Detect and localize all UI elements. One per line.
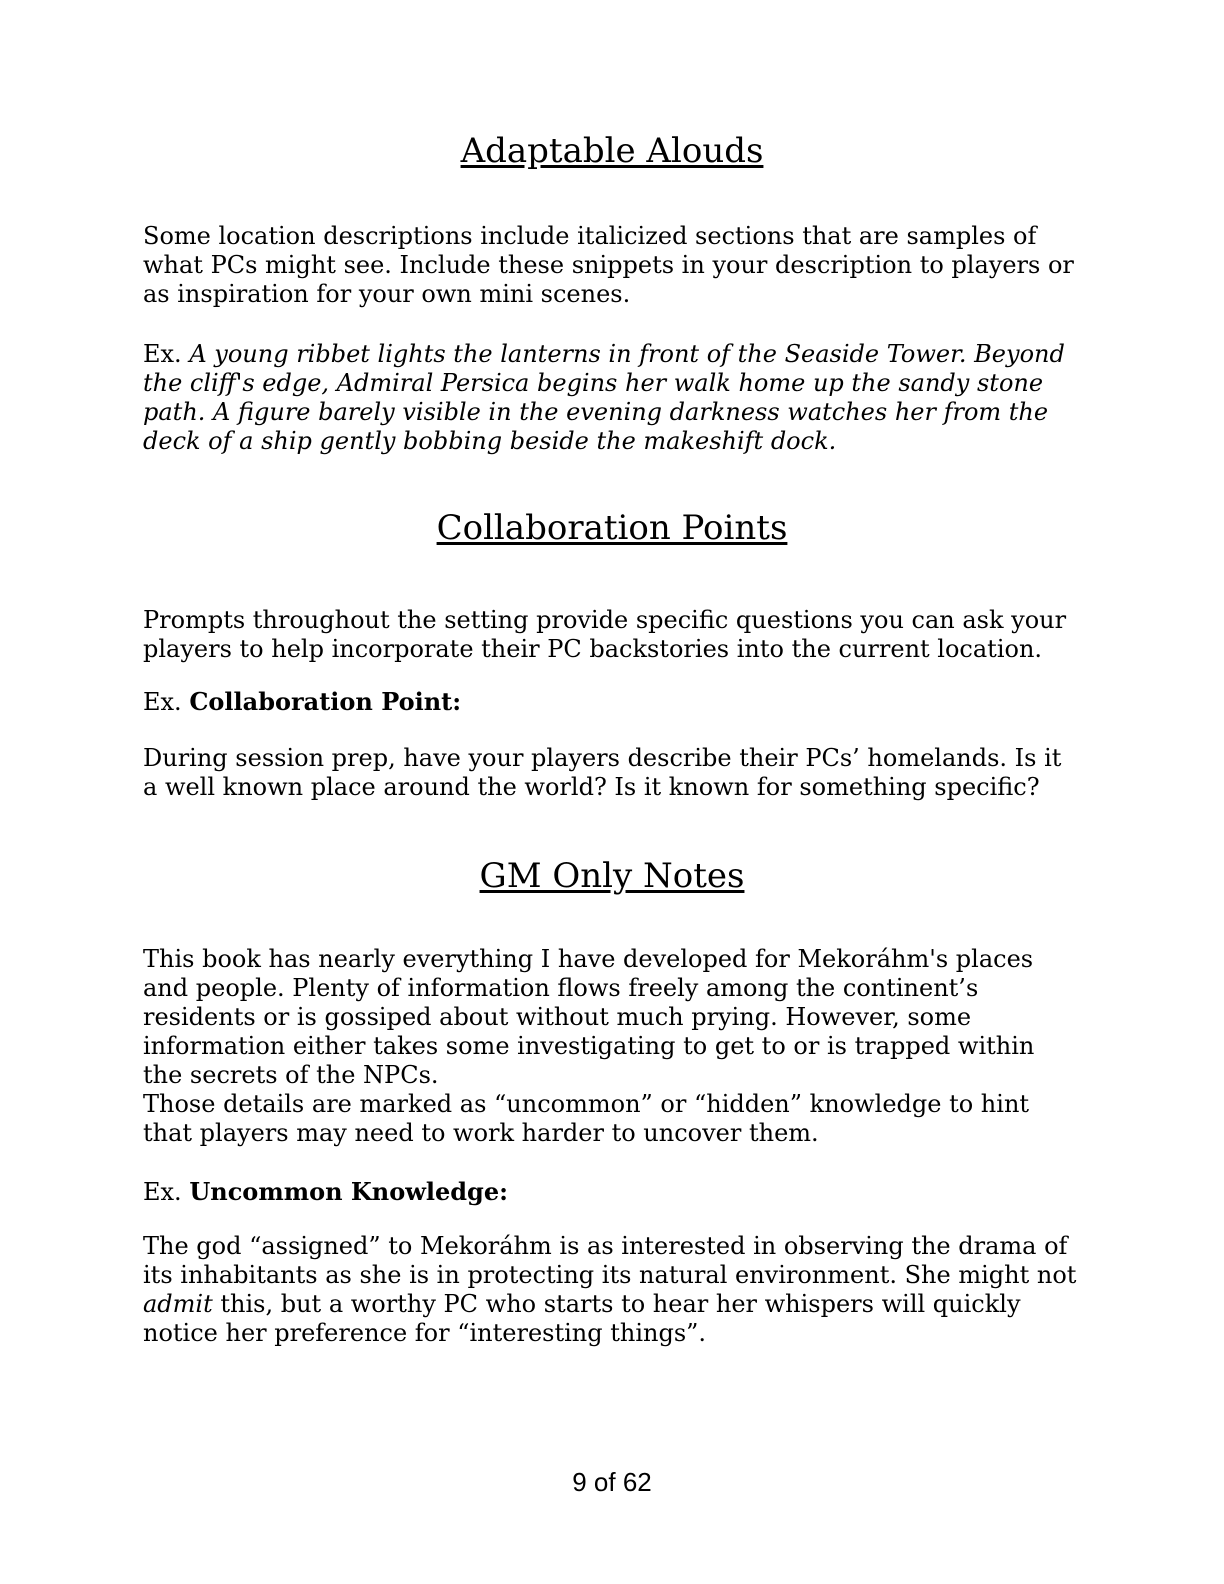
paragraph-collaboration-intro: Prompts throughout the setting provide specific questions you can ask your players to help incorporate their PC backstories into the current location. [143, 606, 1074, 663]
paragraph-adaptable-intro: Some location descriptions include italicized sections that are samples of what PCs might see. Include these snippets in your description to players or as inspiration for your own mini scenes. [143, 222, 1082, 308]
example-prefix: Ex. [143, 340, 190, 368]
paragraph-gm-notes-1: This book has nearly everything I have developed for Mekoráhm's places and people. Plenty of information flows freely among the continent’s residents or is gossiped about without much prying. However, some information either takes some investigating to get to or is trapped within the secrets of the NPCs. [143, 945, 1043, 1089]
paragraph-collaboration-example-label [143, 687, 1081, 717]
paragraph-gm-notes-2: Those details are marked as “uncommon” or “hidden” knowledge to hint that players may need to work harder to uncover them. [143, 1090, 1037, 1147]
paragraph-gm-example-label [143, 1177, 1081, 1207]
gm-example-italic-word: admit [143, 1290, 213, 1318]
page-number-indicator: 9 of 62 [572, 1467, 652, 1497]
gm-example-text-part2: this, but a worthy PC who starts to hear her whispers will quickly notice her preference for “interesting things”. [143, 1290, 1029, 1347]
paragraph-collaboration-example-body: During session prep, have your players describe their PCs’ homelands. Is it a well known place around the world? Is it known for something specific? [143, 744, 1070, 801]
section-heading-gm-only-notes: GM Only Notes [479, 856, 745, 896]
gm-example-text-part1: The god “assigned” to Mekoráhm is as interested in observing the drama of its inhabitants as she is in protecting its natural environment. She might not [143, 1232, 1085, 1289]
section-heading-collaboration-points: Collaboration Points [436, 508, 788, 548]
collaboration-point-label: Collaboration Point: [189, 687, 462, 716]
paragraph-adaptable-example [143, 340, 1081, 456]
example-prefix: Ex. [143, 688, 190, 716]
example-read-aloud-text: A young ribbet lights the lanterns in front of the Seaside Tower. Beyond the cliff's edge, Admiral Persica begins her walk home up the sandy stone path. A figure barely visible in the evening darkness watches her from the deck of a ship gently bobbing beside the makeshift dock. [143, 340, 1073, 455]
section-heading-adaptable-alouds: Adaptable Alouds [460, 131, 764, 171]
example-prefix: Ex. [143, 1178, 190, 1206]
uncommon-knowledge-label: Uncommon Knowledge: [189, 1177, 508, 1206]
paragraph-gm-example-body [143, 1232, 1085, 1348]
